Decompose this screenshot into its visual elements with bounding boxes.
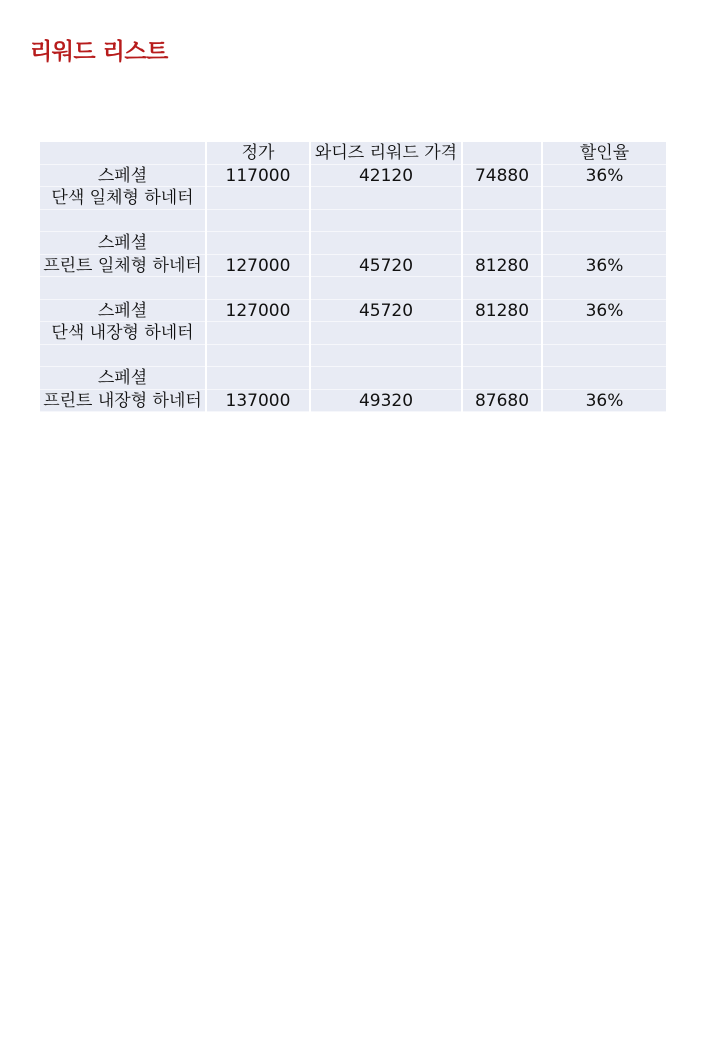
cell-discount-rate: 36%	[543, 300, 666, 323]
cell-reward-price	[311, 322, 461, 345]
cell-list-price: 137000	[207, 390, 309, 413]
cell-reward-price: 42120	[311, 165, 461, 188]
cell-reward-price: 45720	[311, 255, 461, 278]
cell-difference	[463, 232, 541, 255]
cell-reward-price	[311, 187, 461, 210]
cell-discount-rate	[543, 367, 666, 390]
cell-list-price	[207, 187, 309, 210]
cell-reward-price	[311, 232, 461, 255]
cell-reward-price	[311, 277, 461, 300]
reward-table	[40, 142, 661, 412]
header-cell-product	[40, 142, 205, 165]
cell-difference: 87680	[463, 390, 541, 413]
header-cell-discount-rate: 할인율	[543, 142, 666, 165]
cell-list-price	[207, 277, 309, 300]
cell-difference: 81280	[463, 300, 541, 323]
header-cell-reward-price: 와디즈 리워드 가격	[311, 142, 461, 165]
cell-reward-price: 49320	[311, 390, 461, 413]
cell-reward-price	[311, 367, 461, 390]
cell-list-price: 117000	[207, 165, 309, 188]
cell-difference: 74880	[463, 165, 541, 188]
cell-difference	[463, 187, 541, 210]
cell-difference	[463, 210, 541, 233]
cell-list-price: 127000	[207, 255, 309, 278]
cell-product	[40, 210, 205, 233]
cell-difference	[463, 367, 541, 390]
cell-product: 단색 내장형 하네터	[40, 322, 205, 345]
cell-discount-rate	[543, 277, 666, 300]
header-cell-list-price: 정가	[207, 142, 309, 165]
cell-reward-price: 45720	[311, 300, 461, 323]
cell-product: 단색 일체형 하네터	[40, 187, 205, 210]
cell-list-price	[207, 367, 309, 390]
cell-product: 스페셜	[40, 232, 205, 255]
cell-discount-rate: 36%	[543, 165, 666, 188]
cell-product: 스페셜	[40, 165, 205, 188]
cell-reward-price	[311, 345, 461, 368]
cell-product	[40, 345, 205, 368]
cell-product: 스페셜	[40, 300, 205, 323]
cell-discount-rate: 36%	[543, 390, 666, 413]
cell-list-price	[207, 345, 309, 368]
cell-discount-rate	[543, 210, 666, 233]
page-title: 리워드 리스트	[30, 39, 168, 65]
cell-reward-price	[311, 210, 461, 233]
cell-difference	[463, 345, 541, 368]
cell-difference	[463, 322, 541, 345]
cell-discount-rate	[543, 322, 666, 345]
cell-discount-rate: 36%	[543, 255, 666, 278]
cell-discount-rate	[543, 232, 666, 255]
cell-product: 프린트 내장형 하네터	[40, 390, 205, 413]
cell-discount-rate	[543, 345, 666, 368]
cell-list-price	[207, 210, 309, 233]
header-cell-difference	[463, 142, 541, 165]
cell-list-price	[207, 322, 309, 345]
cell-difference: 81280	[463, 255, 541, 278]
cell-product	[40, 277, 205, 300]
cell-product: 프린트 일체형 하네터	[40, 255, 205, 278]
cell-list-price	[207, 232, 309, 255]
cell-discount-rate	[543, 187, 666, 210]
cell-list-price: 127000	[207, 300, 309, 323]
cell-difference	[463, 277, 541, 300]
cell-product: 스페셜	[40, 367, 205, 390]
